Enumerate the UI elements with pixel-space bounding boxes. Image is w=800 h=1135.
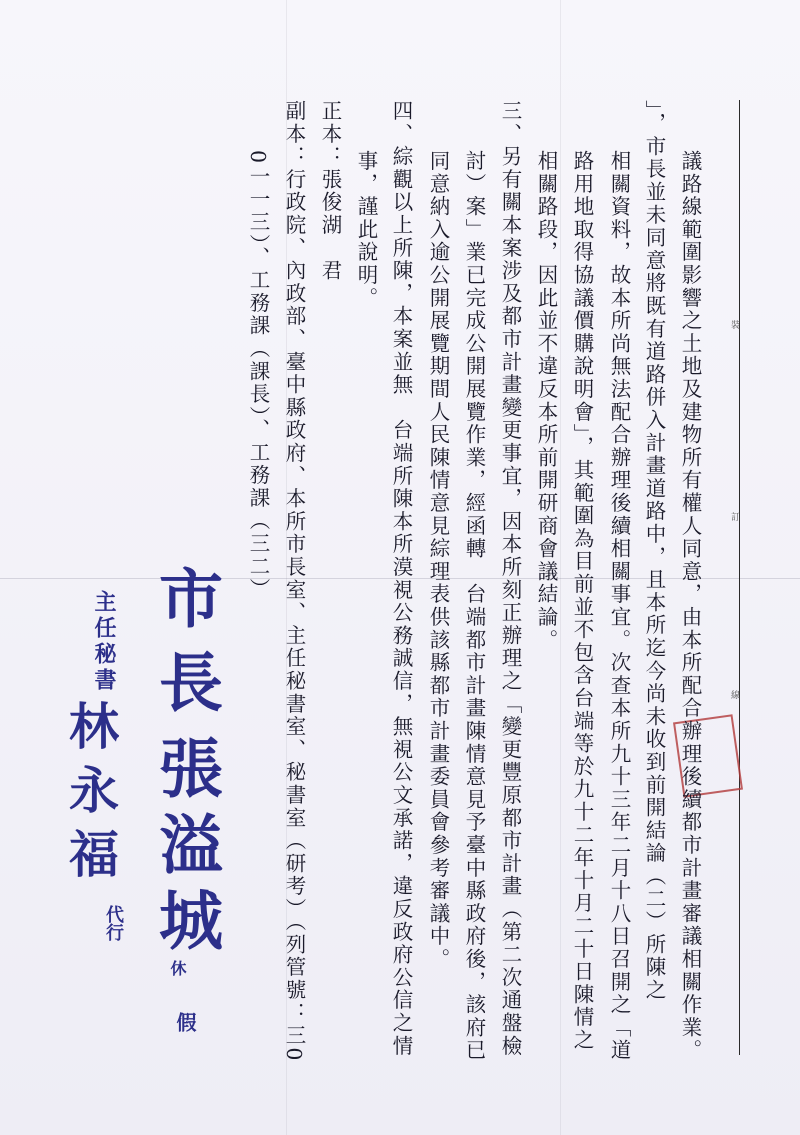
mayor-title-stamp: 市長 <box>148 565 223 733</box>
body-column-8: 同意納入逾公開展覽期間人民陳情意見綜理表供該縣都市計畫委員會參考審議中。 <box>426 150 450 971</box>
secretary-title-stamp: 主任秘書 <box>91 590 117 694</box>
body-column-6: 三、另有關本案涉及都市計畫變更事宜，因本所刻正辦理之「變更豐原都市計畫（第二次通盤檢 <box>498 100 522 1058</box>
copy-recipients-continued: 0一一三）、工務課（課長）、工務課（三二） <box>246 150 270 601</box>
binding-mark-xian: 線 <box>731 691 741 701</box>
mayor-leave-note: 假 <box>173 1012 197 1032</box>
binding-mark-ding: 訂 <box>731 513 741 523</box>
body-column-5: 相關路段，因此並不違反本所前開研商會議結論。 <box>534 150 558 652</box>
mayor-name-stamp: 張溢城 <box>148 735 223 963</box>
body-column-9: 四、綜觀以上所陳，本案並無 台端所陳本所漠視公務誠信，無視公文承諾，違反政府公信之情 <box>389 100 413 1058</box>
copy-recipients: 副本：行政院、內政部、臺中縣政府、本所市長室、主任秘書室、秘書室（研考）（列管號：三0 <box>282 100 306 1063</box>
secretary-name-stamp: 林永福 <box>61 700 120 892</box>
binding-line <box>739 100 740 1055</box>
body-column-10: 事，謹此說明。 <box>354 150 378 310</box>
mayor-note: 休 <box>168 960 187 976</box>
body-column-1: 議路線範圍影響之土地及建物所有權人同意，由本所配合辦理後續都市計畫審議相關作業。 <box>678 150 702 1062</box>
body-column-3: 相關資料，故本所尚無法配合辦理後續相關事宜。次查本所九十三年二月十八日召開之「道 <box>607 150 631 1062</box>
body-column-7: 討）案」業已完成公開展覽作業，經函轉 台端都市計畫陳情意見予臺中縣政府後，該府已 <box>462 150 486 1062</box>
body-column-4: 路用地取得協議價購說明會」，其範圍為目前並不包含台端等於九十二年十月二十日陳情之 <box>570 150 594 1052</box>
body-column-2: 」，市長並未同意將既有道路併入計畫道路中，且本所迄今尚未收到前開結論（二）所陳之 <box>642 100 666 1002</box>
paper-fold-vertical <box>560 0 561 1135</box>
acting-note: 代行 <box>103 905 124 941</box>
binding-mark-zhuang: 裝 <box>731 321 741 331</box>
original-recipient: 正本：張俊湖 君 <box>318 100 342 283</box>
